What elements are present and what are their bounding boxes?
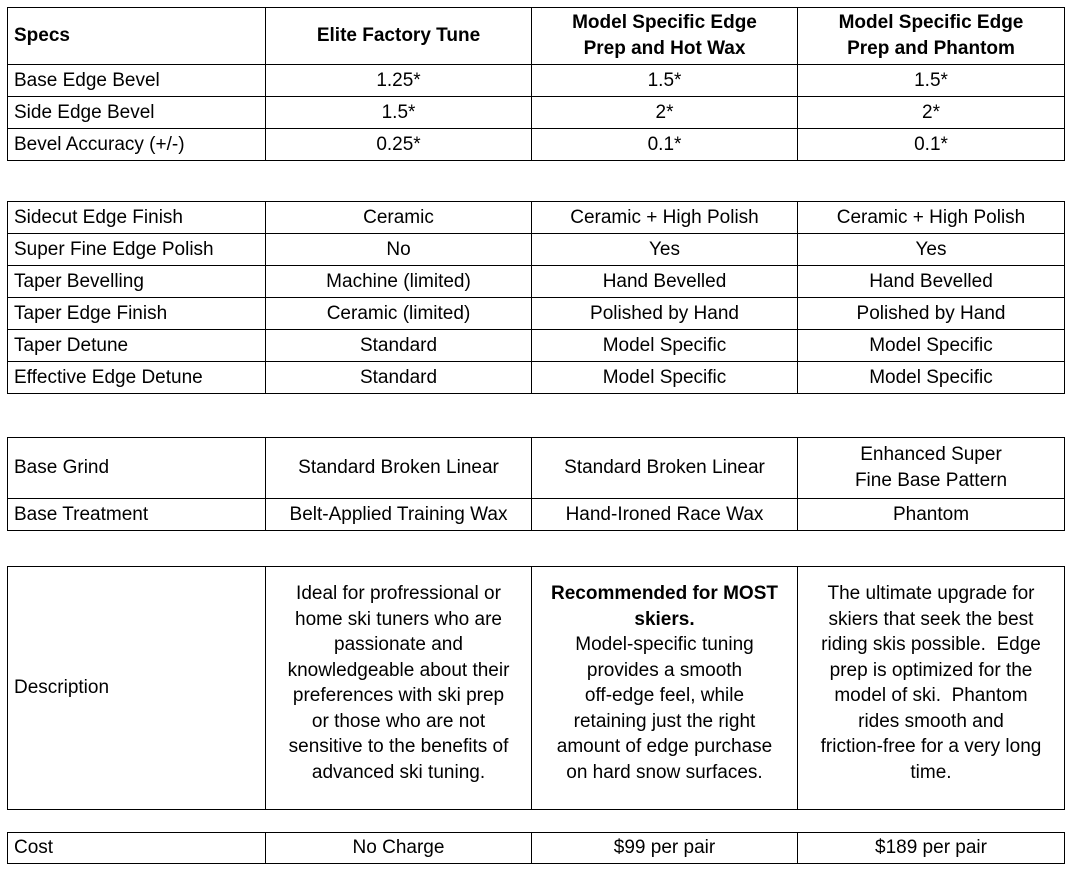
cell-value: 0.25*: [266, 129, 532, 161]
row-label: Taper Detune: [8, 330, 266, 362]
row-label: Taper Edge Finish: [8, 298, 266, 330]
cost-value: $99 per pair: [532, 833, 798, 864]
text-line: provides a smooth: [586, 659, 743, 681]
cell-value: Standard: [266, 330, 532, 362]
row-label: Description: [8, 567, 266, 810]
row-label: Base Edge Bevel: [8, 65, 266, 97]
text-line: off-edge feel, while: [584, 685, 745, 706]
cell-value: Hand Bevelled: [798, 266, 1065, 298]
cell-value: Hand Bevelled: [532, 266, 798, 298]
text-line: on hard snow surfaces.: [566, 761, 763, 783]
cell-value: Yes: [532, 234, 798, 266]
text-line: passionate and: [334, 634, 463, 655]
elite-factory-tune-header: Elite Factory Tune: [266, 8, 532, 65]
cost-table: [7, 832, 1065, 864]
row-label: Side Edge Bevel: [8, 97, 266, 129]
hot-wax-header: [532, 8, 798, 65]
text-line: prep is optimized for the: [829, 659, 1033, 681]
table-row: [8, 330, 1065, 362]
table-row: [8, 438, 1065, 499]
cell-value-line1: Enhanced Super: [860, 444, 1002, 465]
cell-value: 0.1*: [532, 129, 798, 161]
description-col1: [266, 567, 532, 810]
row-label: Sidecut Edge Finish: [8, 202, 266, 234]
row-label: Super Fine Edge Polish: [8, 234, 266, 266]
cost-value: $189 per pair: [798, 833, 1065, 864]
table-row: [8, 65, 1065, 97]
recommendation-line: skiers.: [634, 608, 695, 630]
cell-value: Ceramic (limited): [266, 298, 532, 330]
text-line: time.: [910, 761, 952, 783]
row-label: Cost: [8, 833, 266, 864]
cell-value: Belt-Applied Training Wax: [266, 499, 532, 531]
cell-value: Standard: [266, 362, 532, 394]
text-line: knowledgeable about their: [287, 659, 510, 681]
cell-value: Model Specific: [532, 362, 798, 394]
table-row: [8, 362, 1065, 394]
edge-finish-table: [7, 201, 1065, 394]
text-line: riding skis possible. Edge: [821, 634, 1041, 655]
cell-value: Polished by Hand: [798, 298, 1065, 330]
table-row: [8, 234, 1065, 266]
table-row: [8, 298, 1065, 330]
text-line: Model-specific tuning: [575, 634, 754, 655]
phantom-header-line2: Prep and Phantom: [847, 38, 1015, 59]
text-line: skiers that seek the best: [828, 608, 1034, 630]
description-col3: [798, 567, 1065, 810]
text-line: home ski tuners who are: [295, 608, 502, 630]
cell-value: Yes: [798, 234, 1065, 266]
text-line: The ultimate upgrade for: [827, 583, 1035, 604]
cell-value: Hand-Ironed Race Wax: [532, 499, 798, 531]
phantom-header-line1: Model Specific Edge: [838, 12, 1024, 33]
recommendation-line: Recommended for MOST: [551, 583, 778, 604]
specs-header: Specs: [8, 8, 266, 65]
text-line: preferences with ski prep: [292, 685, 505, 706]
text-line: friction-free for a very long: [820, 736, 1042, 757]
table-row: [8, 97, 1065, 129]
text-line: amount of edge purchase: [556, 736, 773, 757]
text-line: sensitive to the benefits of: [288, 736, 509, 757]
cell-value: [798, 438, 1065, 499]
table-row: [8, 499, 1065, 531]
cell-value: Phantom: [798, 499, 1065, 531]
row-label: Bevel Accuracy (+/-): [8, 129, 266, 161]
cell-value: 1.5*: [798, 65, 1065, 97]
cell-value: Ceramic + High Polish: [532, 202, 798, 234]
table-row: [8, 266, 1065, 298]
description-col2: [532, 567, 798, 810]
cell-value: Machine (limited): [266, 266, 532, 298]
table-row: [8, 129, 1065, 161]
text-line: or those who are not: [311, 710, 486, 732]
table-row: [8, 202, 1065, 234]
hot-wax-header-line1: Model Specific Edge: [572, 12, 757, 33]
cell-value: Model Specific: [798, 362, 1065, 394]
phantom-header: [798, 8, 1065, 65]
table-row: [8, 567, 1065, 810]
cell-value: Ceramic: [266, 202, 532, 234]
cell-value: 1.5*: [266, 97, 532, 129]
cell-value: Model Specific: [798, 330, 1065, 362]
row-label: Effective Edge Detune: [8, 362, 266, 394]
cell-value: Standard Broken Linear: [266, 438, 532, 499]
hot-wax-header-line2: Prep and Hot Wax: [583, 38, 746, 59]
cell-value: Polished by Hand: [532, 298, 798, 330]
header-row: [8, 8, 1065, 65]
cell-value: 2*: [798, 97, 1065, 129]
cell-value: Standard Broken Linear: [532, 438, 798, 499]
cell-value: Model Specific: [532, 330, 798, 362]
text-line: rides smooth and: [858, 710, 1004, 732]
text-line: advanced ski tuning.: [311, 761, 486, 783]
text-line: Ideal for profressional or: [296, 583, 501, 604]
cost-value: No Charge: [266, 833, 532, 864]
description-table: [7, 566, 1065, 810]
row-label: Taper Bevelling: [8, 266, 266, 298]
cell-value: 0.1*: [798, 129, 1065, 161]
cell-value: 1.5*: [532, 65, 798, 97]
cell-value: 1.25*: [266, 65, 532, 97]
row-label: Base Treatment: [8, 499, 266, 531]
cell-value: 2*: [532, 97, 798, 129]
base-table: [7, 437, 1065, 531]
text-line: retaining just the right: [573, 710, 756, 732]
specs-bevel-table: [7, 7, 1065, 161]
text-line: model of ski. Phantom: [834, 685, 1028, 706]
table-row: [8, 833, 1065, 864]
row-label: Base Grind: [8, 438, 266, 499]
cell-value: No: [266, 234, 532, 266]
cell-value: Ceramic + High Polish: [798, 202, 1065, 234]
cell-value-line2: Fine Base Pattern: [854, 470, 1008, 491]
